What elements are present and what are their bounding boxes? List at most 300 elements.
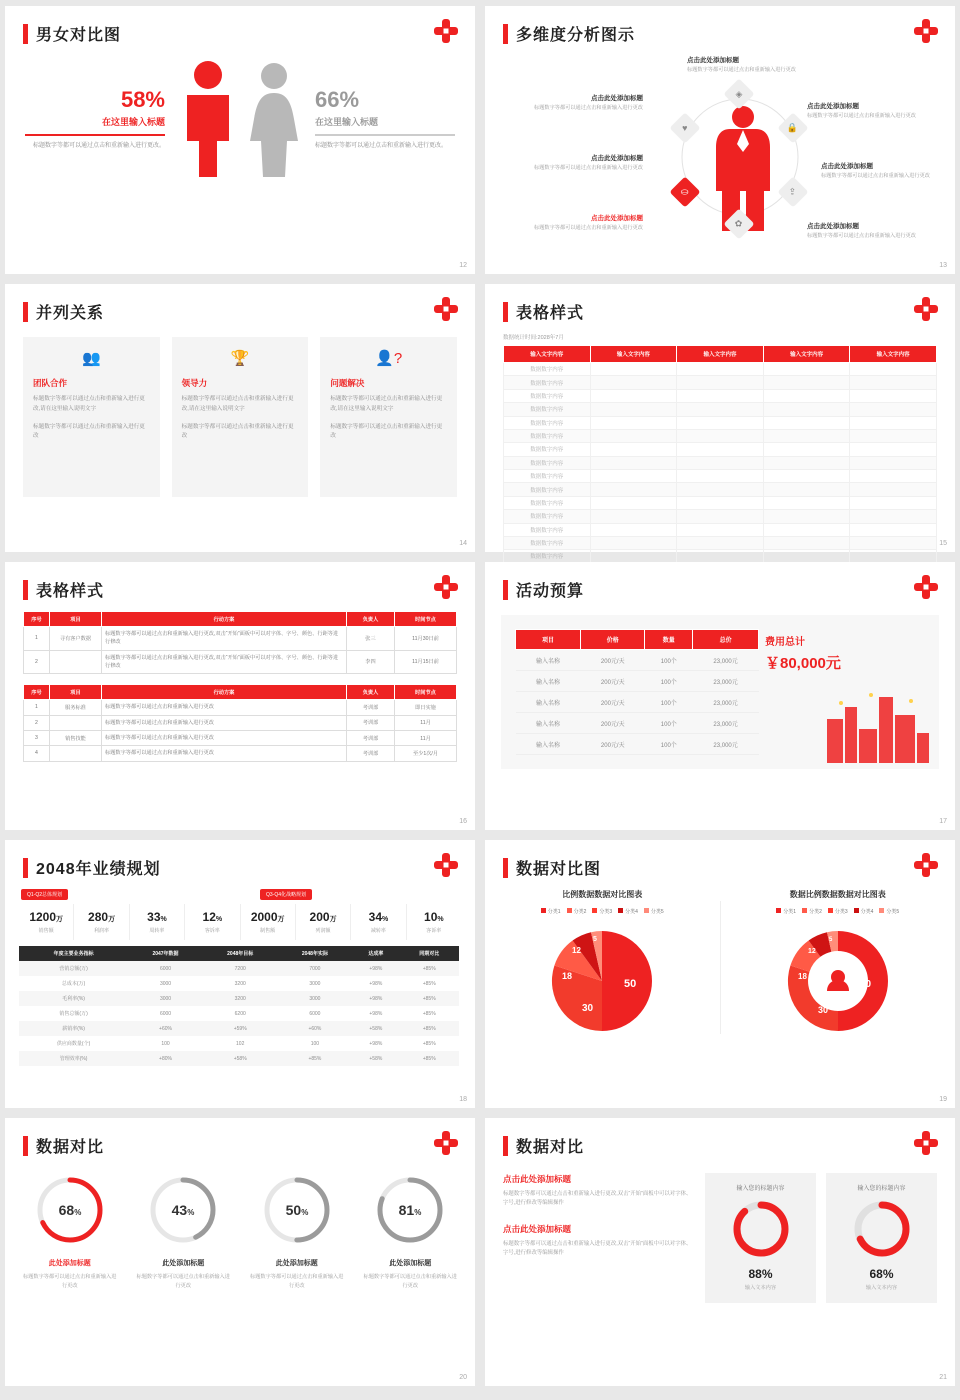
table-cell	[677, 456, 764, 469]
label-desc: 标题数字等都可以通过点击和重新输入进行更改	[534, 105, 643, 111]
table-cell: +60%	[278, 1021, 353, 1036]
table-cell	[590, 456, 677, 469]
table-row[interactable]	[19, 1006, 459, 1021]
label-desc: 标题数字等都可以通过点击和重新输入进行更改	[807, 233, 916, 239]
tag-q3q4[interactable]: Q3-Q4化战略规划	[260, 889, 312, 900]
table-cell	[763, 456, 850, 469]
table-cell	[590, 496, 677, 509]
kpi-value: 280万	[88, 910, 116, 924]
table-cell: +85%	[422, 980, 436, 987]
label-mid-left[interactable]	[531, 153, 643, 172]
question-icon: 👤?	[375, 350, 403, 367]
kpi-label: 制售额	[260, 928, 276, 934]
table-cell	[590, 416, 677, 429]
table-cell: 100个	[645, 671, 693, 692]
slide-data-comparison-rings[interactable]	[5, 1118, 475, 1386]
table-row[interactable]	[504, 456, 937, 469]
table-cell: 4	[24, 746, 50, 761]
column-header[interactable]: 输入文字内容	[504, 346, 591, 363]
page-title: 男女对比图	[36, 27, 122, 44]
label-head: 点击此处添加标题	[807, 223, 859, 230]
table-cell	[850, 389, 937, 402]
male-percent: 58%	[120, 86, 165, 112]
table-cell	[763, 496, 850, 509]
column-header[interactable]: 价格	[581, 630, 645, 650]
slide-title-17	[503, 578, 955, 601]
table-row[interactable]	[504, 510, 937, 523]
table-cell: 数据数字内容	[504, 416, 591, 429]
column-header[interactable]: 输入文字内容	[677, 346, 764, 363]
column-header[interactable]: 输入文字内容	[590, 346, 677, 363]
column-header[interactable]: 项目	[50, 685, 102, 700]
budget-table	[515, 629, 759, 755]
table-cell	[50, 715, 102, 730]
slide-table-style-a[interactable]	[485, 284, 955, 561]
page-title: 表格样式	[36, 583, 105, 600]
table-row[interactable]	[24, 627, 457, 651]
table-cell: 200元/天	[581, 650, 645, 671]
table-cell: 输入名称	[516, 734, 581, 755]
table-cell: 6000	[128, 961, 203, 976]
page-title: 表格样式	[516, 305, 585, 322]
diamond-icon[interactable]: ◈	[723, 78, 754, 109]
legend-item[interactable]: 分类1	[541, 908, 561, 915]
table-row[interactable]	[504, 389, 937, 402]
table-cell	[850, 376, 937, 389]
slide-event-budget[interactable]	[485, 562, 955, 830]
table-cell	[850, 403, 937, 416]
table-cell: 标题数字等都可以通过点击和重新输入进行更改,双击“开始”面板中可以对字体、字号、颜色、行距等进行修改	[102, 627, 347, 651]
table-cell: 考训部	[347, 746, 395, 761]
pie-chart-title: 比例数据数据对比图表	[562, 890, 643, 899]
table-cell: 200元/天	[581, 692, 645, 713]
kpi-label: 周转率	[149, 928, 165, 934]
kpi-label: 减转率	[370, 928, 386, 934]
table-cell	[590, 523, 677, 536]
heart-icon[interactable]: ♥	[669, 112, 700, 143]
share-icon[interactable]: ⇪	[777, 176, 808, 207]
table-cell	[590, 483, 677, 496]
page-title: 数据对比	[516, 1139, 585, 1156]
kpi-label: 销售额	[38, 928, 54, 934]
table-row[interactable]	[19, 976, 459, 991]
slide-title-14	[23, 300, 475, 323]
table-cell: +85%	[399, 991, 459, 1006]
kpi-item	[296, 904, 351, 940]
label-upper-left[interactable]	[531, 93, 643, 112]
table-cell	[850, 363, 937, 376]
legend-item[interactable]: 分类4	[854, 908, 874, 915]
table-cell: +85%	[399, 961, 459, 976]
action-plan-table-2	[23, 684, 457, 761]
column-header[interactable]: 输入文字内容	[850, 346, 937, 363]
table-cell: 考训部	[347, 715, 395, 730]
center-graphic	[660, 85, 820, 235]
table-cell: 数据数字内容	[504, 443, 591, 456]
table-cell	[590, 376, 677, 389]
label-head: 点击此处添加标题	[807, 103, 859, 110]
table-row[interactable]	[19, 991, 459, 1006]
male-desc: 标题数字等都可以通过点击和重新输入进行更改。	[32, 142, 165, 149]
table-cell	[590, 536, 677, 549]
table-cell: +98%	[369, 1010, 383, 1017]
label-lower-left[interactable]	[517, 213, 643, 232]
female-desc: 标题数字等都可以通过点击和重新输入进行更改。	[315, 142, 448, 149]
table-cell	[763, 416, 850, 429]
label-desc: 标题数字等都可以通过点击和重新输入进行更改	[534, 225, 643, 231]
table-cell	[850, 416, 937, 429]
table-cell: 6200	[234, 1010, 246, 1017]
table-cell	[763, 470, 850, 483]
legend-item[interactable]: 分类3	[828, 908, 848, 915]
female-subtitle: 在这里输入标题	[315, 116, 379, 127]
svg-text:50: 50	[624, 978, 637, 990]
table-cell: 数据数字内容	[504, 389, 591, 402]
donut-chart-block	[721, 889, 956, 1046]
table-row[interactable]	[516, 734, 759, 755]
column-header[interactable]: 年度主要业务指标	[19, 946, 128, 961]
cards-row	[5, 323, 475, 497]
table-cell	[677, 376, 764, 389]
ring-desc: 标题数字等都可以通过点击和重新输入进行更改	[250, 1274, 344, 1289]
table-cell: 数据数字内容	[504, 403, 591, 416]
table-cell: 23,000元	[693, 650, 759, 671]
table-row[interactable]	[504, 376, 937, 389]
table-cell: +85%	[399, 1051, 459, 1066]
table-cell	[850, 496, 937, 509]
card-desc: 输入文本内容	[744, 1285, 777, 1291]
table-cell	[763, 536, 850, 549]
slide-data-comparison-cards[interactable]	[485, 1118, 955, 1386]
male-figure-icon	[177, 59, 239, 179]
table-cell	[677, 496, 764, 509]
female-figure-icon	[245, 61, 303, 179]
legend-item[interactable]: 分类3	[592, 908, 612, 915]
label-desc: 标题数字等都可以通过点击和重新输入进行更改	[807, 113, 916, 119]
pie-chart-block	[485, 889, 720, 1046]
table-body	[504, 363, 937, 577]
kpi-item	[185, 904, 240, 940]
table-cell: 3200	[234, 980, 246, 987]
table-cell: 1	[24, 627, 50, 651]
table-row[interactable]	[19, 1036, 459, 1051]
card-text-1: 标题数字等都可以通过点击和重新输入进行更改,请在这里输入说明文字	[330, 396, 443, 412]
table-body	[24, 700, 457, 761]
title-accent-bar	[23, 302, 28, 322]
card-text-1: 标题数字等都可以通过点击和重新输入进行更改,请在这里输入说明文字	[181, 396, 294, 412]
kpi-value: 200万	[309, 910, 337, 924]
title-accent-bar	[23, 858, 28, 878]
label-desc: 标题数字等都可以通过点击和重新输入进行更改	[687, 67, 796, 73]
slide-performance-plan[interactable]	[5, 840, 475, 1108]
legend-item[interactable]: 分类5	[879, 908, 899, 915]
kpi-label: 列润额	[315, 928, 331, 934]
male-stat-block	[25, 87, 165, 152]
table-row[interactable]	[516, 650, 759, 671]
legend-item[interactable]: 分类1	[776, 908, 796, 915]
lock-icon[interactable]: 🔒	[777, 112, 808, 143]
svg-text:50: 50	[859, 979, 871, 990]
red-flower-logo	[433, 296, 459, 322]
column-header[interactable]: 序号	[24, 612, 50, 627]
ring-desc: 标题数字等都可以通过点击和重新输入进行更改	[363, 1274, 457, 1289]
table-header-row	[516, 630, 759, 650]
table-cell: 寻有客户数据	[50, 627, 102, 651]
table-cell: 11月	[395, 730, 457, 745]
page-number: 18	[459, 1096, 467, 1103]
table-cell: +59%	[203, 1021, 278, 1036]
slide-title-13	[503, 22, 955, 45]
table-cell	[590, 470, 677, 483]
table-cell: 3000	[309, 980, 321, 987]
table-row[interactable]	[504, 523, 937, 536]
table-cell: 总成本(万)	[61, 981, 86, 987]
kpi-item	[130, 904, 185, 940]
title-accent-bar	[23, 1136, 28, 1156]
card-text-2: 标题数字等都可以通过点击和重新输入进行更改	[181, 423, 294, 440]
svg-text:81%: 81%	[398, 1202, 422, 1218]
table-row[interactable]	[504, 496, 937, 509]
table-row[interactable]	[19, 1051, 459, 1066]
page-number: 14	[459, 540, 467, 547]
table-row[interactable]	[24, 700, 457, 715]
table-row[interactable]	[504, 416, 937, 429]
table-cell: 102	[236, 1040, 245, 1047]
table-cell: 服务标准	[50, 700, 102, 715]
table-cell: 23,000元	[693, 734, 759, 755]
label-head: 点击此处添加标题	[591, 215, 643, 222]
table-row[interactable]	[24, 730, 457, 745]
table-cell: +58%	[352, 1051, 399, 1066]
table-cell: +80%	[128, 1051, 203, 1066]
table-row[interactable]	[516, 713, 759, 734]
column-header[interactable]: 同期对比	[399, 946, 459, 961]
female-percent: 66%	[315, 86, 360, 112]
table-cell: 毛利率(%)	[19, 991, 128, 1006]
table-caption: 数据统计时间:2028年7月	[503, 335, 564, 341]
label-mid-right[interactable]	[821, 161, 933, 180]
table-cell: 200元/天	[581, 671, 645, 692]
column-header[interactable]: 负责人	[347, 612, 395, 627]
stat-cards	[705, 1173, 937, 1303]
column-header[interactable]: 时间节点	[395, 612, 457, 627]
card-title: 领导力	[181, 378, 208, 388]
card-teamwork[interactable]	[23, 337, 160, 497]
table-cell: 张三	[347, 627, 395, 651]
ring-stat[interactable]	[135, 1175, 231, 1291]
table-cell	[850, 456, 937, 469]
table-cell: 11月	[395, 715, 457, 730]
page-number: 19	[939, 1096, 947, 1103]
card-leadership[interactable]	[172, 337, 309, 497]
column-header[interactable]: 项目	[50, 612, 102, 627]
table-cell: 考训部	[347, 730, 395, 745]
table-cell: 200元/天	[581, 734, 645, 755]
column-header[interactable]: 项目	[516, 630, 581, 650]
title-accent-bar	[23, 580, 28, 600]
title-accent-bar	[503, 302, 508, 322]
kpi-value: 33%	[147, 910, 167, 924]
svg-text:43%: 43%	[171, 1202, 195, 1218]
ring-stat[interactable]	[249, 1175, 345, 1291]
table-header-row	[24, 685, 457, 700]
ring-stat[interactable]	[362, 1175, 458, 1291]
table-row[interactable]	[24, 746, 457, 761]
svg-text:18: 18	[562, 971, 573, 981]
data-table	[503, 345, 937, 577]
column-header[interactable]: 序号	[24, 685, 50, 700]
table-cell: 100	[161, 1040, 170, 1047]
red-flower-logo	[433, 574, 459, 600]
table-row[interactable]	[504, 470, 937, 483]
ring-stat[interactable]	[22, 1175, 118, 1291]
table-cell: 11月15日前	[395, 650, 457, 674]
table-cell	[850, 510, 937, 523]
label-top[interactable]	[687, 55, 799, 74]
kpi-label: 客诉率	[426, 928, 442, 934]
table-cell: 数据数字内容	[504, 496, 591, 509]
ring-label: 此处添加标题	[275, 1260, 318, 1267]
title-accent-bar	[503, 858, 508, 878]
column-header[interactable]: 数量	[645, 630, 693, 650]
legend-item[interactable]: 分类2	[567, 908, 587, 915]
progress-ring	[35, 1175, 105, 1245]
block-desc-2: 标题数字等都可以通过点击和重新输入进行更改,双击“开始”面板中可以对字体、字号,进行修改等编辑操作	[503, 1240, 692, 1257]
card-problem-solving[interactable]	[320, 337, 457, 497]
column-header[interactable]: 2048年目标	[203, 946, 278, 961]
table-row[interactable]	[504, 536, 937, 549]
female-divider	[315, 134, 455, 136]
table-cell: 数据数字内容	[504, 550, 591, 563]
table-row[interactable]	[504, 429, 937, 442]
table-row[interactable]	[19, 1021, 459, 1036]
legend-item[interactable]: 分类5	[644, 908, 664, 915]
kpi-item	[407, 904, 461, 940]
column-header[interactable]: 输入文字内容	[763, 346, 850, 363]
tag-row	[21, 889, 475, 900]
table-cell: 11月30日前	[395, 627, 457, 651]
table-row[interactable]	[19, 961, 459, 976]
table-cell: 管理效率(%)	[19, 1051, 128, 1066]
table-cell	[677, 483, 764, 496]
page-number: 20	[459, 1374, 467, 1381]
table-cell	[850, 536, 937, 549]
card-value: 68%	[869, 1267, 894, 1281]
column-header[interactable]: 达成率	[352, 946, 399, 961]
table-cell: 23,000元	[693, 671, 759, 692]
table-cell: 标题数字等都可以通过点击和重新输入进行更改,双击“开始”面板中可以对字体、字号、颜色、行距等进行修改	[102, 650, 347, 674]
table-cell: 200元/天	[581, 713, 645, 734]
donut-legend	[721, 908, 956, 915]
table-cell: +98%	[352, 991, 399, 1006]
table-cell: 2	[24, 715, 50, 730]
table-row[interactable]	[504, 443, 937, 456]
table-row[interactable]	[516, 671, 759, 692]
column-header[interactable]: 行动方案	[102, 685, 347, 700]
column-header[interactable]: 总价	[693, 630, 759, 650]
table-cell: 100个	[645, 692, 693, 713]
ring-desc: 标题数字等都可以通过点击和重新输入进行更改	[23, 1274, 117, 1289]
table-cell: +85%	[278, 1051, 353, 1066]
table-cell	[590, 429, 677, 442]
table-row[interactable]	[504, 363, 937, 376]
page-title: 多维度分析图示	[516, 27, 636, 44]
slide-title-21	[503, 1134, 955, 1157]
label-upper-right[interactable]	[807, 101, 919, 120]
table-cell: 3000	[159, 980, 172, 987]
gear-icon[interactable]: ✿	[723, 208, 754, 239]
donut-chart	[774, 919, 902, 1041]
progress-ring	[732, 1200, 790, 1258]
table-cell	[590, 389, 677, 402]
table-cell: 2	[24, 650, 50, 674]
table-cell: 3000	[128, 991, 203, 1006]
tag-q1q2[interactable]: Q1-Q2总体规划	[21, 889, 68, 900]
table-cell	[763, 429, 850, 442]
table-cell: 数据数字内容	[504, 363, 591, 376]
svg-text:30: 30	[582, 1003, 594, 1014]
slide-male-female-comparison[interactable]	[5, 6, 475, 274]
table-row[interactable]	[24, 650, 457, 674]
slide-table-style-b[interactable]	[5, 562, 475, 830]
column-header[interactable]: 2048年实际	[278, 946, 353, 961]
table-cell	[50, 746, 102, 761]
slide-parallel-relationship[interactable]	[5, 284, 475, 552]
donut-chart-title: 数据比例数据数据对比图表	[789, 890, 886, 899]
slide-data-comparison-charts[interactable]	[485, 840, 955, 1108]
card-title: 输入您的标题内容	[736, 1186, 785, 1192]
card-text-2: 标题数字等都可以通过点击和重新输入进行更改	[33, 423, 145, 440]
table-cell: 数据数字内容	[504, 429, 591, 442]
table-row[interactable]	[24, 715, 457, 730]
cart-icon[interactable]: ⛀	[669, 176, 700, 207]
text-blocks	[503, 1173, 693, 1303]
table-cell: +98%	[369, 980, 383, 987]
legend-item[interactable]: 分类4	[618, 908, 638, 915]
stat-card[interactable]	[826, 1173, 937, 1303]
page-number: 12	[459, 262, 467, 269]
page-title: 并列关系	[36, 305, 105, 322]
svg-text:68%: 68%	[58, 1202, 82, 1218]
total-label: 费用总计	[765, 637, 805, 648]
card-title: 问题解决	[330, 378, 365, 388]
table-cell: 供应商数量(个)	[56, 1041, 91, 1047]
slide-multidimension-analysis[interactable]	[485, 6, 955, 274]
table-header-row	[19, 946, 459, 961]
stat-card[interactable]	[705, 1173, 816, 1303]
support-agent-icon	[827, 970, 849, 991]
table-cell: +98%	[369, 1040, 383, 1047]
svg-text:18: 18	[797, 972, 807, 981]
table-row[interactable]	[504, 403, 937, 416]
column-header[interactable]: 时间节点	[395, 685, 457, 700]
column-header[interactable]: 2047年数据	[128, 946, 203, 961]
table-cell	[677, 363, 764, 376]
leader-icon: 🏆	[230, 350, 250, 367]
table-row[interactable]	[504, 483, 937, 496]
kpi-item	[74, 904, 129, 940]
table-cell: 至少1次/月	[395, 746, 457, 761]
svg-text:12: 12	[572, 946, 582, 955]
kpi-value: 10%	[424, 910, 444, 924]
column-header[interactable]: 行动方案	[102, 612, 347, 627]
column-header[interactable]: 负责人	[347, 685, 395, 700]
label-head: 点击此处添加标题	[821, 163, 873, 170]
legend-item[interactable]: 分类2	[802, 908, 822, 915]
city-skyline-icon	[823, 685, 933, 763]
label-lower-right[interactable]	[807, 221, 919, 240]
table-row[interactable]	[516, 692, 759, 713]
